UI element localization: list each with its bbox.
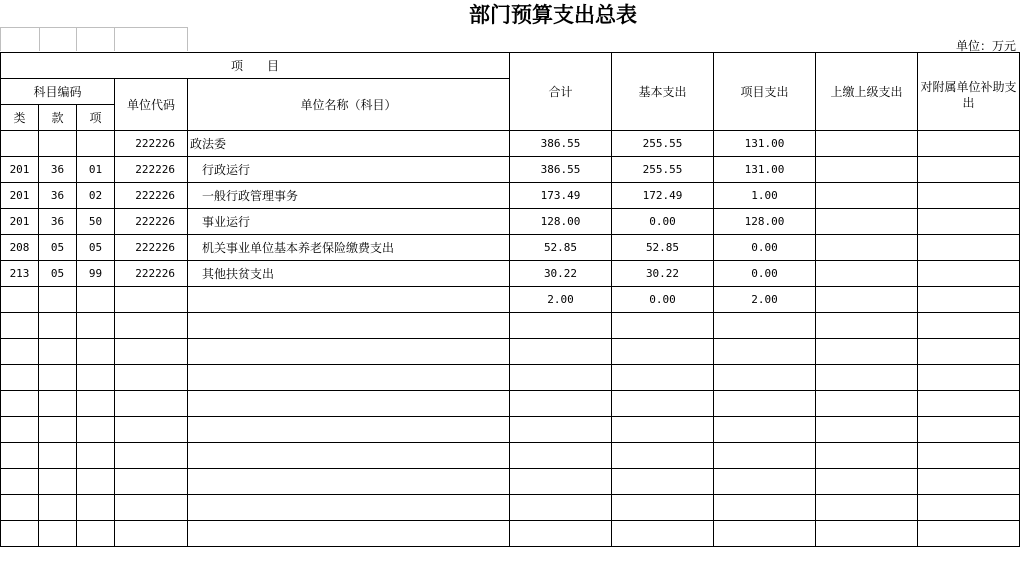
cell-subsidy[interactable]	[918, 261, 1020, 287]
cell-xiang[interactable]	[77, 469, 115, 495]
header-unit-code: 单位代码	[115, 79, 188, 131]
cell-project[interactable]: 131.00	[714, 157, 816, 183]
cell-total[interactable]	[510, 521, 612, 547]
cell-unit-name[interactable]	[188, 495, 510, 521]
cell-unit-code[interactable]	[115, 495, 188, 521]
cell-upper[interactable]	[816, 443, 918, 469]
cell-subsidy[interactable]	[918, 469, 1020, 495]
cell-upper[interactable]	[816, 209, 918, 235]
cell-unit-code[interactable]: 222226	[115, 131, 188, 157]
cell-kuan[interactable]: 36	[39, 157, 77, 183]
cell-project[interactable]	[714, 313, 816, 339]
cell-project[interactable]	[714, 391, 816, 417]
cell-total[interactable]	[510, 391, 612, 417]
table-row	[1, 339, 1020, 365]
table-row	[1, 131, 1020, 157]
cell-kuan[interactable]	[39, 391, 77, 417]
cell-unit-code[interactable]	[115, 365, 188, 391]
cell-kuan[interactable]	[39, 365, 77, 391]
cell-unit-name[interactable]	[188, 417, 510, 443]
cell-xiang[interactable]: 99	[77, 261, 115, 287]
cell-xiang[interactable]	[77, 131, 115, 157]
cell-project[interactable]	[714, 365, 816, 391]
cell-kuan[interactable]	[39, 339, 77, 365]
cell-unit-name[interactable]: 事业运行	[188, 209, 510, 235]
cell-basic[interactable]: 0.00	[612, 209, 714, 235]
cell-basic[interactable]: 0.00	[612, 287, 714, 313]
cell-kuan[interactable]	[39, 131, 77, 157]
cell-subsidy[interactable]	[918, 131, 1020, 157]
table-row	[1, 313, 1020, 339]
cell-unit-code[interactable]	[115, 443, 188, 469]
cell-xiang[interactable]: 50	[77, 209, 115, 235]
top-grid-cell	[76, 27, 115, 51]
cell-total[interactable]	[510, 469, 612, 495]
cell-upper[interactable]	[816, 417, 918, 443]
cell-basic[interactable]: 255.55	[612, 157, 714, 183]
table-row	[1, 391, 1020, 417]
cell-subsidy[interactable]	[918, 183, 1020, 209]
cell-project[interactable]	[714, 417, 816, 443]
header-lei: 类	[1, 105, 39, 131]
cell-xiang[interactable]	[77, 287, 115, 313]
cell-upper[interactable]	[816, 313, 918, 339]
cell-basic[interactable]: 52.85	[612, 235, 714, 261]
cell-project[interactable]: 131.00	[714, 131, 816, 157]
cell-subsidy[interactable]	[918, 157, 1020, 183]
cell-unit-code[interactable]	[115, 287, 188, 313]
cell-lei[interactable]	[1, 131, 39, 157]
cell-upper[interactable]	[816, 235, 918, 261]
cell-total[interactable]	[510, 443, 612, 469]
cell-xiang[interactable]	[77, 313, 115, 339]
cell-lei[interactable]	[1, 443, 39, 469]
cell-basic[interactable]	[612, 339, 714, 365]
cell-unit-name[interactable]	[188, 469, 510, 495]
cell-subsidy[interactable]	[918, 313, 1020, 339]
cell-project[interactable]	[714, 521, 816, 547]
top-grid-cell	[0, 27, 188, 28]
cell-kuan[interactable]	[39, 521, 77, 547]
header-xiang: 项	[77, 105, 115, 131]
cell-xiang[interactable]: 05	[77, 235, 115, 261]
cell-unit-code[interactable]	[115, 417, 188, 443]
cell-project[interactable]	[714, 495, 816, 521]
cell-subsidy[interactable]	[918, 365, 1020, 391]
cell-project[interactable]	[714, 339, 816, 365]
cell-xiang[interactable]	[77, 443, 115, 469]
cell-unit-code[interactable]: 222226	[115, 235, 188, 261]
budget-table	[0, 52, 1020, 547]
cell-unit-name[interactable]	[188, 313, 510, 339]
cell-unit-code[interactable]	[115, 339, 188, 365]
cell-kuan[interactable]: 05	[39, 261, 77, 287]
header-unit-name: 单位名称（科目）	[188, 79, 510, 131]
header-total: 合计	[510, 53, 612, 131]
cell-unit-name[interactable]: 政法委	[188, 131, 510, 157]
page-title: 部门预算支出总表	[469, 3, 637, 27]
cell-total[interactable]	[510, 417, 612, 443]
table-row	[1, 235, 1020, 261]
cell-lei[interactable]: 201	[1, 183, 39, 209]
cell-unit-name[interactable]	[188, 365, 510, 391]
cell-subsidy[interactable]	[918, 287, 1020, 313]
table-row	[1, 261, 1020, 287]
top-grid-cell	[38, 27, 77, 51]
table-row	[1, 469, 1020, 495]
cell-lei[interactable]	[1, 391, 39, 417]
cell-upper[interactable]	[816, 469, 918, 495]
cell-xiang[interactable]: 02	[77, 183, 115, 209]
cell-upper[interactable]	[816, 495, 918, 521]
cell-unit-name[interactable]	[188, 339, 510, 365]
cell-basic[interactable]: 255.55	[612, 131, 714, 157]
table-row	[1, 365, 1020, 391]
cell-subsidy[interactable]	[918, 209, 1020, 235]
cell-xiang[interactable]	[77, 521, 115, 547]
cell-basic[interactable]	[612, 521, 714, 547]
cell-upper[interactable]	[816, 365, 918, 391]
cell-upper[interactable]	[816, 183, 918, 209]
cell-unit-name[interactable]: 一般行政管理事务	[188, 183, 510, 209]
header-upper: 上缴上级支出	[816, 53, 918, 131]
cell-basic[interactable]	[612, 365, 714, 391]
cell-basic[interactable]	[612, 391, 714, 417]
cell-project[interactable]	[714, 469, 816, 495]
cell-lei[interactable]	[1, 495, 39, 521]
cell-basic[interactable]	[612, 313, 714, 339]
cell-kuan[interactable]: 05	[39, 235, 77, 261]
cell-unit-code[interactable]: 222226	[115, 157, 188, 183]
cell-lei[interactable]	[1, 469, 39, 495]
cell-kuan[interactable]	[39, 313, 77, 339]
cell-kuan[interactable]	[39, 287, 77, 313]
header-subsidy: 对附属单位补助支出	[918, 53, 1020, 131]
cell-total[interactable]: 386.55	[510, 157, 612, 183]
header-basic: 基本支出	[612, 53, 714, 131]
cell-basic[interactable]	[612, 495, 714, 521]
cell-subsidy[interactable]	[918, 339, 1020, 365]
cell-lei[interactable]: 208	[1, 235, 39, 261]
cell-subsidy[interactable]	[918, 443, 1020, 469]
table-row	[1, 157, 1020, 183]
cell-kuan[interactable]	[39, 469, 77, 495]
header-kuan: 款	[39, 105, 77, 131]
cell-xiang[interactable]	[77, 417, 115, 443]
cell-subsidy[interactable]	[918, 391, 1020, 417]
cell-unit-name[interactable]	[188, 287, 510, 313]
cell-upper[interactable]	[816, 261, 918, 287]
cell-unit-name[interactable]	[188, 521, 510, 547]
unit-label: 单位：万元	[955, 39, 1016, 53]
cell-basic[interactable]: 30.22	[612, 261, 714, 287]
cell-lei[interactable]: 201	[1, 209, 39, 235]
cell-xiang[interactable]	[77, 391, 115, 417]
cell-total[interactable]: 128.00	[510, 209, 612, 235]
cell-basic[interactable]	[612, 443, 714, 469]
cell-upper[interactable]	[816, 157, 918, 183]
cell-upper[interactable]	[816, 287, 918, 313]
cell-total[interactable]	[510, 339, 612, 365]
cell-upper[interactable]	[816, 521, 918, 547]
cell-kuan[interactable]	[39, 495, 77, 521]
cell-upper[interactable]	[816, 391, 918, 417]
cell-lei[interactable]	[1, 287, 39, 313]
cell-lei[interactable]	[1, 339, 39, 365]
cell-unit-code[interactable]	[115, 391, 188, 417]
cell-lei[interactable]	[1, 365, 39, 391]
cell-total[interactable]: 386.55	[510, 131, 612, 157]
table-row	[1, 443, 1020, 469]
cell-xiang[interactable]	[77, 339, 115, 365]
cell-kuan[interactable]: 36	[39, 209, 77, 235]
cell-subsidy[interactable]	[918, 495, 1020, 521]
cell-subsidy[interactable]	[918, 235, 1020, 261]
table-row	[1, 287, 1020, 313]
cell-unit-name[interactable]	[188, 443, 510, 469]
cell-unit-code[interactable]	[115, 313, 188, 339]
cell-subsidy[interactable]	[918, 521, 1020, 547]
table-row	[1, 183, 1020, 209]
cell-project[interactable]: 128.00	[714, 209, 816, 235]
header-project: 项目支出	[714, 53, 816, 131]
table-row	[1, 521, 1020, 547]
cell-unit-name[interactable]: 其他扶贫支出	[188, 261, 510, 287]
header-subject-code: 科目编码	[1, 79, 115, 105]
cell-lei[interactable]	[1, 313, 39, 339]
cell-lei[interactable]	[1, 521, 39, 547]
cell-unit-name[interactable]: 机关事业单位基本养老保险缴费支出	[188, 235, 510, 261]
cell-total[interactable]	[510, 365, 612, 391]
cell-unit-code[interactable]: 222226	[115, 183, 188, 209]
cell-lei[interactable]: 201	[1, 157, 39, 183]
cell-basic[interactable]	[612, 417, 714, 443]
cell-xiang[interactable]	[77, 495, 115, 521]
cell-project[interactable]: 2.00	[714, 287, 816, 313]
cell-xiang[interactable]: 01	[77, 157, 115, 183]
cell-total[interactable]: 2.00	[510, 287, 612, 313]
table-row	[1, 417, 1020, 443]
cell-total[interactable]	[510, 495, 612, 521]
cell-unit-code[interactable]: 222226	[115, 209, 188, 235]
cell-basic[interactable]	[612, 469, 714, 495]
cell-unit-code[interactable]	[115, 469, 188, 495]
cell-project[interactable]: 0.00	[714, 261, 816, 287]
cell-lei[interactable]	[1, 417, 39, 443]
cell-kuan[interactable]: 36	[39, 183, 77, 209]
cell-total[interactable]: 173.49	[510, 183, 612, 209]
cell-kuan[interactable]	[39, 417, 77, 443]
table-row	[1, 495, 1020, 521]
cell-kuan[interactable]	[39, 443, 77, 469]
cell-upper[interactable]	[816, 339, 918, 365]
cell-total[interactable]: 52.85	[510, 235, 612, 261]
cell-project[interactable]	[714, 443, 816, 469]
cell-project[interactable]: 1.00	[714, 183, 816, 209]
cell-unit-name[interactable]	[188, 391, 510, 417]
table-body	[1, 131, 1020, 547]
top-grid-cell	[114, 27, 188, 51]
cell-project[interactable]: 0.00	[714, 235, 816, 261]
cell-total[interactable]: 30.22	[510, 261, 612, 287]
cell-total[interactable]	[510, 313, 612, 339]
cell-unit-code[interactable]: 222226	[115, 261, 188, 287]
cell-subsidy[interactable]	[918, 417, 1020, 443]
header-item: 项 目	[1, 53, 510, 79]
cell-basic[interactable]: 172.49	[612, 183, 714, 209]
cell-xiang[interactable]	[77, 365, 115, 391]
cell-lei[interactable]: 213	[1, 261, 39, 287]
cell-unit-name[interactable]: 行政运行	[188, 157, 510, 183]
cell-unit-code[interactable]	[115, 521, 188, 547]
cell-upper[interactable]	[816, 131, 918, 157]
table-row	[1, 209, 1020, 235]
top-grid-cell	[0, 27, 40, 51]
